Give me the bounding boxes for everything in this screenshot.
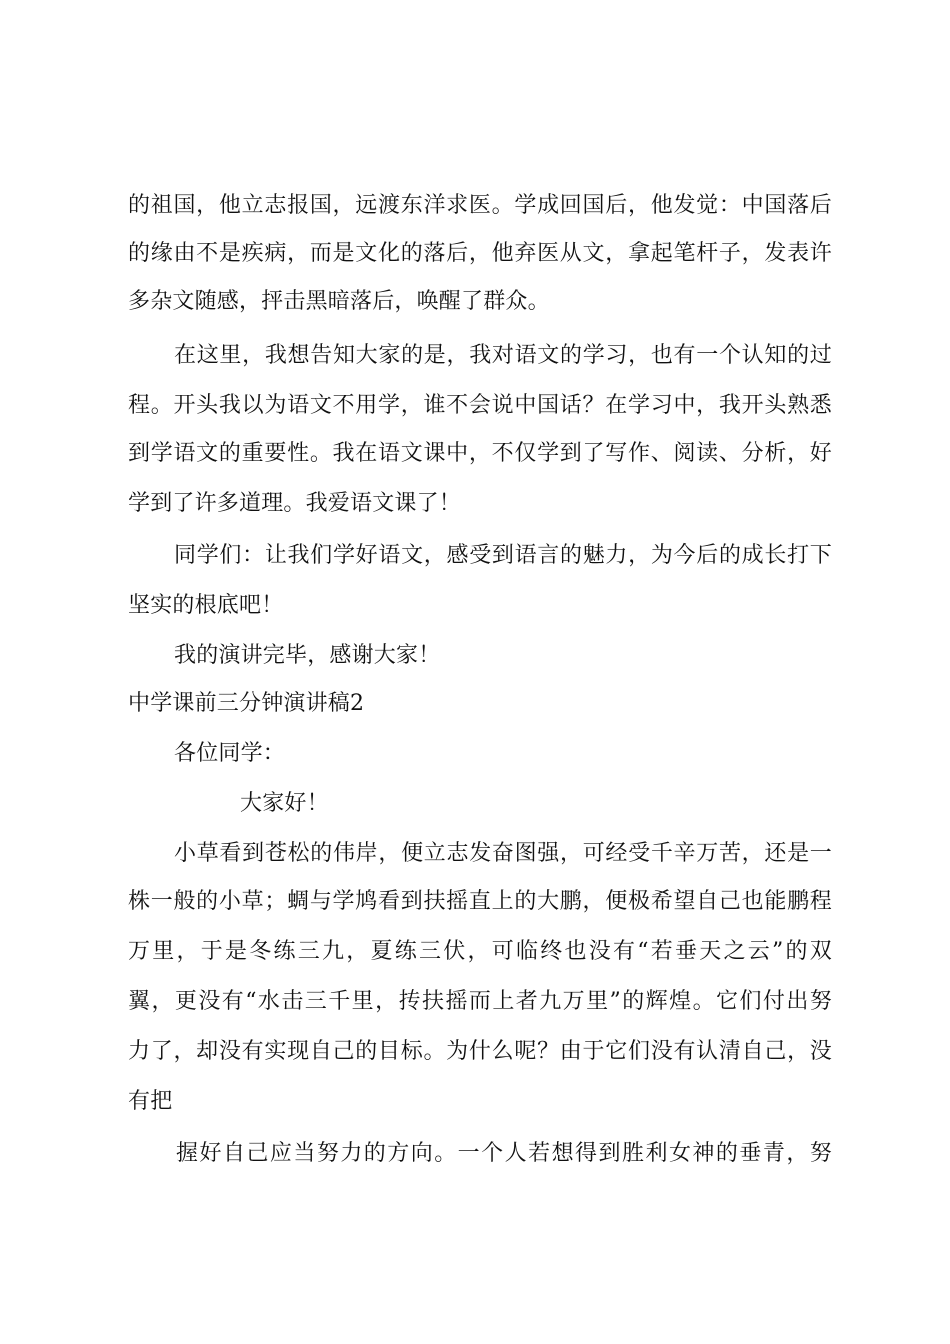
- text-line: 力了，却没有实现自己的目标。为什么呢？由于它们没有认清自己，没: [128, 1039, 832, 1064]
- paragraph-first-line: 同学们：让我们学好语文，感受到语言的魅力，为今后的成长打下: [174, 543, 832, 568]
- text-line: 到学语文的重要性。我在语文课中，不仅学到了写作、阅读、分析，好: [128, 441, 832, 466]
- section-title: 中学课前三分钟演讲稿2: [128, 691, 365, 716]
- paragraph-first-line: 在这里，我想告知大家的是，我对语文的学习，也有一个认知的过: [174, 343, 832, 368]
- text-line: 学到了许多道理。我爱语文课了！: [128, 491, 462, 516]
- text-line: 多杂文随感，抨击黑暗落后，唤醒了群众。: [128, 289, 550, 314]
- paragraph-first-line: 握好自己应当努力的方向。一个人若想得到胜利女神的垂青，努: [176, 1141, 832, 1166]
- text-line: 坚实的根底吧！: [128, 593, 284, 618]
- closing-line: 我的演讲完毕，感谢大家！: [174, 643, 441, 668]
- text-line: 程。开头我以为语文不用学，谁不会说中国话？在学习中，我开头熟悉: [128, 393, 832, 418]
- text-line: 株一般的小草；蜩与学鸠看到扶摇直上的大鹏，便极希望自己也能鹏程: [128, 889, 832, 914]
- text-line: 翼，更没有“水击三千里，抟扶摇而上者九万里”的辉煌。它们付出努: [128, 989, 832, 1014]
- paragraph-first-line: 小草看到苍松的伟岸，便立志发奋图强，可经受千辛万苦，还是一: [174, 841, 832, 866]
- text-line: 有把: [128, 1089, 173, 1114]
- text-line: 的缘由不是疾病，而是文化的落后，他弃医从文，拿起笔杆子，发表许: [128, 241, 832, 266]
- salutation: 各位同学：: [174, 741, 286, 766]
- text-line: 万里，于是冬练三九，夏练三伏，可临终也没有“若垂天之云”的双: [128, 939, 832, 964]
- text-line: 的祖国，他立志报国，远渡东洋求医。学成回国后，他发觉：中国落后: [128, 193, 832, 218]
- greeting: 大家好！: [240, 791, 329, 816]
